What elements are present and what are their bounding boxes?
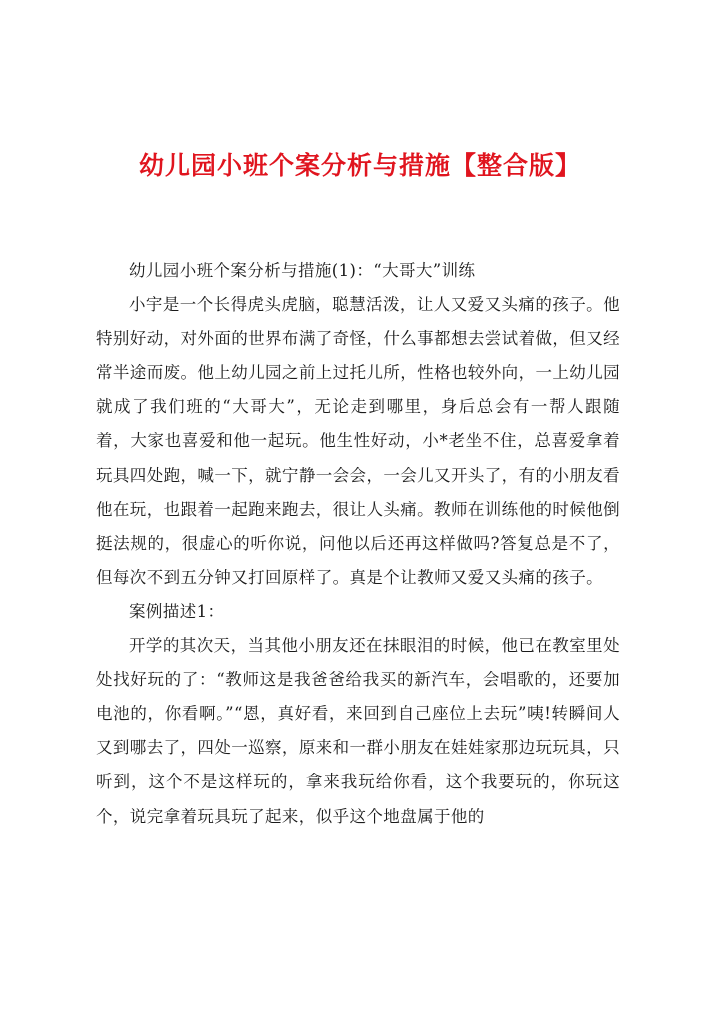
section-heading: 幼儿园小班个案分析与措施(1)：“大哥大”训练 — [129, 261, 476, 280]
document-title: 幼儿园小班个案分析与措施【整合版】 — [138, 151, 581, 180]
body-paragraph: 小宇是一个长得虎头虎脑，聪慧活泼，让人又爱又头痛的孩子。他特别好动，对外面的世界布满了奇怪，什么事都想去尝试着做，但又经常半途而废。他上幼儿园之前上过托儿所，性格也较外向，一上幼儿园就成了我们班的“大哥大”，无论走到哪里，身后总会有一帮人跟随着，大家也喜爱和他一起玩。他生性好动，小*老坐不住，总喜爱拿着玩具四处跑，喊一下，就宁静一会会，一会儿又开头了，有的小朋友看他在玩，也跟着一起跑来跑去，很让人头痛。教师在训练他的时候他倒挺法规的，很虚心的听你说，问他以后还再这样做吗?答复总是不了，但每次不到五分钟又打回原样了。真是个让教师又爱又头痛的孩子。 — [96, 295, 620, 587]
body-paragraph: 开学的其次天，当其他小朋友还在抹眼泪的时候，他已在教室里处处找好玩的了：“教师这是我爸爸给我买的新汽车，会唱歌的，还要加电池的，你看啊。”“恩，真好看，来回到自己座位上去玩”咦!转瞬间人又到哪去了，四处一巡察，原来和一群小朋友在娃娃家那边玩玩具，只听到，这个不是这样玩的，拿来我玩给你看，这个我要玩的，你玩这个，说完拿着玩具玩了起来，似乎这个地盘属于他的 — [96, 636, 620, 826]
document-body — [96, 254, 620, 834]
case-heading: 案例描述1： — [129, 601, 225, 621]
